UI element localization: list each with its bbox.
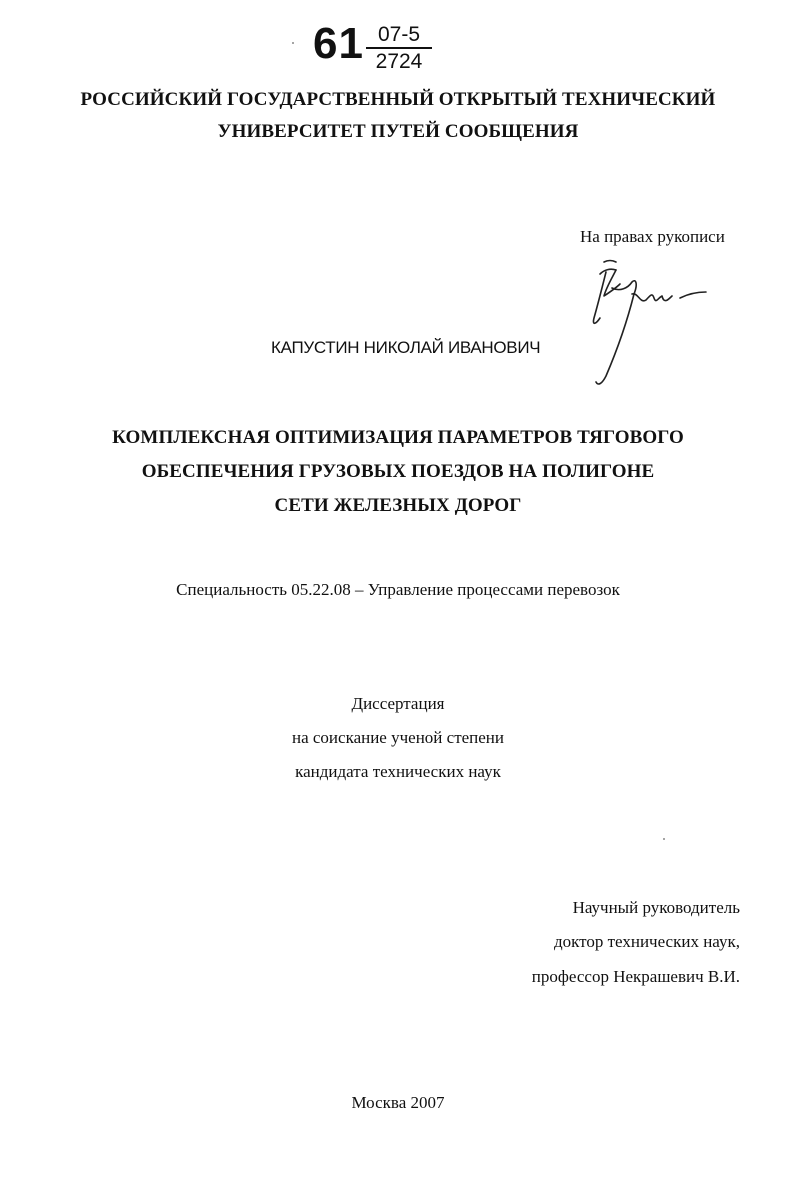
- supervisor-degree: доктор технических наук,: [553, 932, 740, 951]
- manuscript-rights-note: На правах рукописи: [580, 227, 725, 246]
- author-signature: [576, 248, 726, 390]
- specialty-line: Специальность 05.22.08 – Управление процессами перевозок: [176, 580, 620, 599]
- dissertation-degree-line-1: на соискание ученой степени: [291, 728, 505, 747]
- thesis-title-line-1: КОМПЛЕКСНАЯ ОПТИМИЗАЦИЯ ПАРАМЕТРОВ ТЯГОВОГО: [112, 427, 684, 448]
- supervisor-label: Научный руководитель: [572, 898, 740, 917]
- scan-speck: [663, 838, 665, 840]
- university-name-line-2: УНИВЕРСИТЕТ ПУТЕЙ СООБЩЕНИЯ: [217, 121, 579, 142]
- author-name: КАПУСТИН НИКОЛАЙ ИВАНОВИЧ: [271, 338, 541, 357]
- dissertation-degree-line-2: кандидата технических наук: [295, 762, 501, 781]
- catalog-fraction-top: 07-5: [377, 23, 421, 46]
- university-name-line-1: РОССИЙСКИЙ ГОСУДАРСТВЕННЫЙ ОТКРЫТЫЙ ТЕХНИЧЕСКИЙ: [80, 89, 716, 110]
- thesis-title-line-3: СЕТИ ЖЕЛЕЗНЫХ ДОРОГ: [274, 495, 522, 516]
- catalog-fraction-bottom: 2724: [375, 50, 423, 73]
- city-year: Москва 2007: [351, 1093, 445, 1112]
- thesis-title-line-2: ОБЕСПЕЧЕНИЯ ГРУЗОВЫХ ПОЕЗДОВ НА ПОЛИГОНЕ: [141, 461, 655, 482]
- dissertation-label: Диссертация: [351, 694, 445, 713]
- catalog-fraction-bar: [366, 47, 432, 49]
- scan-speck: [292, 42, 294, 44]
- supervisor-name: профессор Некрашевич В.И.: [531, 967, 740, 986]
- catalog-fraction: [368, 24, 430, 73]
- catalog-number: 61: [313, 19, 364, 68]
